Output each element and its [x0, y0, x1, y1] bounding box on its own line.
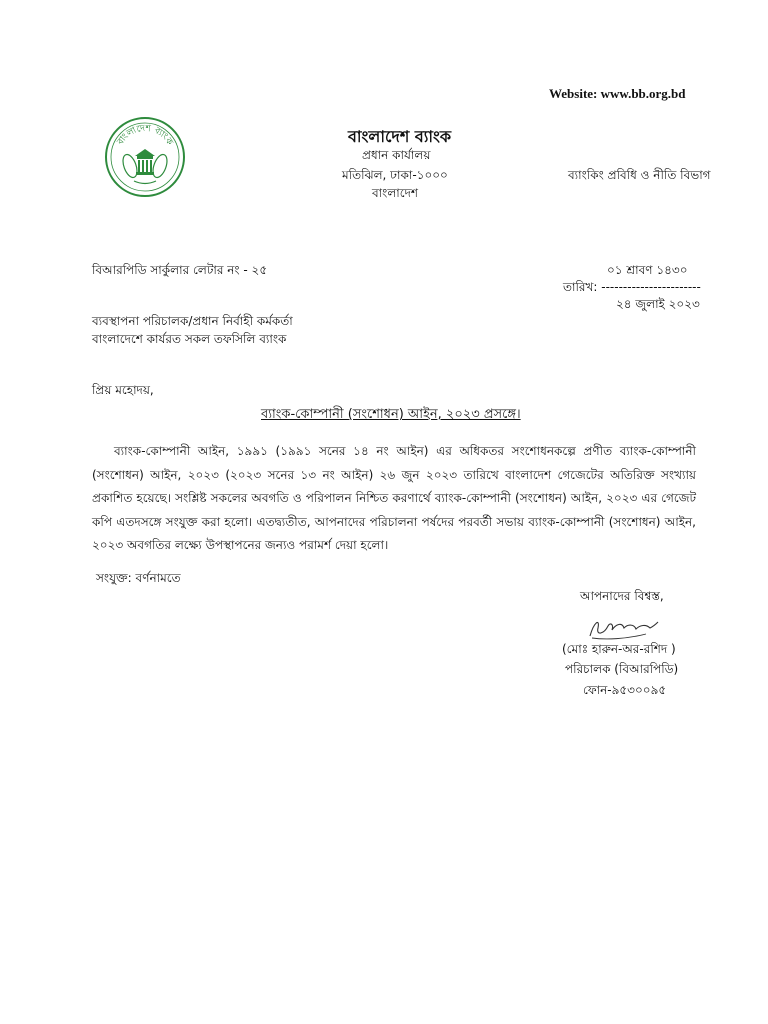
date-gregorian: ২৪ জুলাই ২০২৩ — [616, 297, 700, 311]
enclosure-note: সংযুক্ত: বর্ণনামতে — [96, 571, 181, 585]
logo-text: বাংলাদেশ ব্যাংক — [115, 123, 175, 148]
salutation: প্রিয় মহোদয়, — [92, 383, 154, 397]
bangladesh-bank-logo — [104, 116, 186, 198]
recipient-line-1: ব্যবস্থাপনা পরিচালক/প্রধান নির্বাহী কর্মকর্তা — [92, 314, 293, 328]
circular-reference: বিআরপিডি সার্কুলার লেটার নং - ২৫ — [92, 263, 268, 277]
signer-phone: ফোন-৯৫৩০০৯৫ — [583, 683, 667, 697]
office-address: মতিঝিল, ঢাকা-১০০০ — [342, 168, 448, 182]
date-bangla: ০১ শ্রাবণ ১৪৩০ — [607, 263, 688, 277]
signer-name: (মোঃ হারুন-অর-রশিদ ) — [562, 642, 676, 656]
department-name: ব্যাংকিং প্রবিধি ও নীতি বিভাগ — [568, 168, 711, 182]
date-label: তারিখ: ----------------------- — [563, 280, 701, 294]
office-name: প্রধান কার্যালয় — [362, 148, 431, 162]
recipient-line-2: বাংলাদেশে কার্যরত সকল তফসিলি ব্যাংক — [92, 332, 287, 346]
signer-designation: পরিচালক (বিআরপিডি) — [565, 662, 679, 676]
office-country: বাংলাদেশ — [372, 186, 418, 200]
bank-name: বাংলাদেশ ব্যাংক — [348, 127, 452, 146]
body-paragraph: ব্যাংক-কোম্পানী আইন, ১৯৯১ (১৯৯১ সনের ১৪ নং আইন) এর অধিকতর সংশোধনকল্পে প্রণীত ব্যাংক-কোম্পানী (সংশোধন) আইন, ২০২৩ (২০২৩ সনের ১৩ নং আইন) ২৬ জুন ২০২৩ তারিখে বাংলাদেশ গেজেটের অতিরিক্ত সংখ্যায় প্রকাশিত হয়েছে। সংশ্লিষ্ট সকলের অবগতি ও পরিপালন নিশ্চিত করণার্থে ব্যাংক-কোম্পানী (সংশোধন) আইন, ২০২৩ এর গেজেট কপি এতদসঙ্গে সংযুক্ত করা হলো। এতদ্ব্যতীত, আপনাদের পরিচালনা পর্ষদের পরবর্তী সভায় ব্যাংক-কোম্পানী (সংশোধন) আইন, ২০২৩ অবগতির লক্ষ্যে উপস্থাপনের জন্যও পরামর্শ দেয়া হলো। — [92, 444, 696, 553]
website-url: Website: www.bb.org.bd — [549, 86, 686, 101]
handwritten-signature — [586, 614, 660, 642]
closing-line: আপনাদের বিশ্বস্ত, — [580, 589, 664, 603]
subject-line: ব্যাংক-কোম্পানী (সংশোধন) আইন, ২০২৩ প্রসঙ্গে। — [261, 407, 521, 422]
